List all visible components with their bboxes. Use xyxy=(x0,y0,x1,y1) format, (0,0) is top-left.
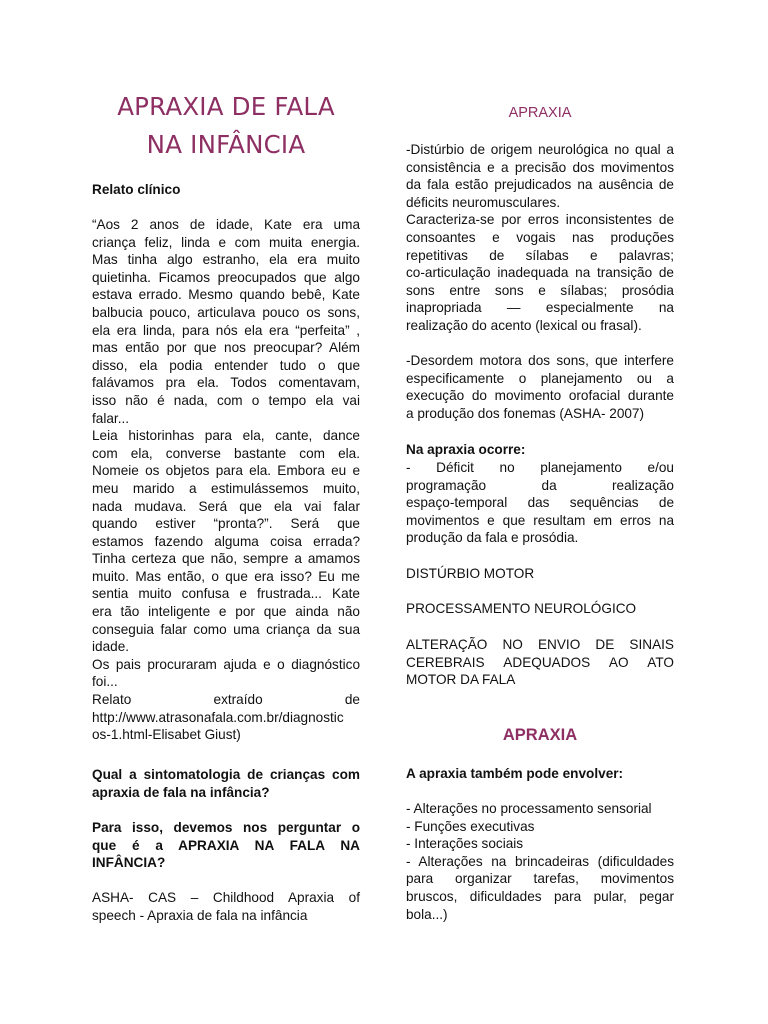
text-line: muito. Mas então, o que era isso? Eu me xyxy=(92,568,360,584)
text-line: movimentos e que resultam em erros na xyxy=(406,512,674,528)
text-line: bruscos, dificuldades para pular, pegar xyxy=(406,888,674,904)
text-line: ela era linda, para nós ela era “perfeita” , xyxy=(92,322,360,338)
disturbio-motor: DISTÚRBIO MOTOR xyxy=(406,566,535,581)
text-line: - Déficit no planejamento e/ou xyxy=(406,460,674,475)
text-line: programação da realização xyxy=(406,477,674,493)
text-line: idade. xyxy=(92,639,130,655)
na-apraxia-ocorre-heading: Na apraxia ocorre: xyxy=(406,442,526,457)
text-line: Os pais procuraram ajuda e o diagnóstico xyxy=(92,656,360,672)
text-line: Nomeie os objetos para ela. Embora eu e xyxy=(92,463,360,479)
asha-cas-definition xyxy=(92,889,360,924)
text-line: Qual a sintomatologia de crianças com xyxy=(92,767,360,782)
text-line: a produção dos fonemas (ASHA- 2007) xyxy=(406,405,645,421)
apraxia-definition-2 xyxy=(406,352,674,422)
text-line: nada mudava. Será que ela vai falar xyxy=(92,498,360,514)
text-line: conseguia falar como uma criança da sua xyxy=(92,621,360,637)
page-title xyxy=(92,88,360,164)
text-line: MOTOR DA FALA xyxy=(406,672,516,688)
text-line: apraxia de fala na infância? xyxy=(92,784,270,800)
text-line: http://www.atrasonafala.com.br/diagnostic xyxy=(92,709,344,725)
text-line: ASHA- CAS – Childhood Apraxia of xyxy=(92,890,360,905)
text-line: -Distúrbio de origem neurológica no qual a xyxy=(406,142,674,157)
text-line: espaço-temporal das sequências de xyxy=(406,495,674,511)
text-line: disso, ela podia entender tudo o que xyxy=(92,357,360,373)
text-line: que é a APRAXIA NA FALA NA xyxy=(92,837,360,853)
text-line: consistência e a precisão dos movimentos xyxy=(406,159,674,175)
apraxia-heading-2: APRAXIA xyxy=(502,726,578,744)
alteracao-envio-sinais xyxy=(406,636,674,689)
text-line: Leia historinhas para ela, cante, dance xyxy=(92,428,360,444)
text-line: especificamente o planejamento ou a xyxy=(406,370,674,386)
text-line: CEREBRAIS ADEQUADOS AO ATO xyxy=(406,654,674,670)
text-line: realização do acento (lexical ou frasal). xyxy=(406,317,642,333)
text-line: Caracteriza-se por erros inconsistentes de xyxy=(406,212,674,228)
text-line: quando estiver “pronta?”. Será que xyxy=(92,516,360,532)
text-line: speech - Apraxia de fala na infância xyxy=(92,907,308,923)
question-sintomatologia xyxy=(92,766,360,801)
text-line: Relato extraído de xyxy=(92,692,360,708)
text-line: - Funções executivas xyxy=(406,818,535,834)
text-line: Tinha certeza que não, sempre a amamos xyxy=(92,551,360,567)
relato-heading: Relato clínico xyxy=(92,182,181,197)
text-line: mas então por que nos preocupar? Além xyxy=(92,340,360,356)
text-line: -Desordem motora dos sons, que interfere xyxy=(406,353,674,368)
text-line: Mas tinha algo estranho, ela era muito xyxy=(92,252,360,268)
text-line: para organizar tarefas, movimentos xyxy=(406,871,674,887)
text-line: consoantes e vogais nas produções xyxy=(406,229,674,245)
text-line: os-1.html-Elisabet Giust) xyxy=(92,727,241,743)
apraxia-envolver-heading: A apraxia também pode envolver: xyxy=(406,766,624,781)
text-line: era tão inteligente e por que ainda não xyxy=(92,604,360,620)
text-line: isso não é nada, com o tempo ela vai xyxy=(92,392,360,408)
text-line: - Alterações na brincadeiras (dificuldades xyxy=(406,853,674,869)
text-line: INFÂNCIA? xyxy=(92,855,166,871)
text-line: produção da fala e prosódia. xyxy=(406,530,579,546)
text-line: bola...) xyxy=(406,906,448,922)
text-line: quietinha. Ficamos preocupados que algo xyxy=(92,269,360,285)
processamento-neurologico: PROCESSAMENTO NEUROLÓGICO xyxy=(406,601,637,616)
text-line: sentia muito confusa e frustrada... Kate xyxy=(92,586,360,602)
title-line-1: APRAXIA DE FALA xyxy=(117,92,335,121)
na-apraxia-ocorre-list xyxy=(406,459,674,547)
apraxia-envolver-list xyxy=(406,800,674,923)
text-line: falávamos pra ela. Todos comentavam, xyxy=(92,375,360,391)
text-line: estava errado. Mesmo quando bebê, Kate xyxy=(92,287,360,303)
text-line: da fala estão prejudicados na ausência de xyxy=(406,177,674,193)
apraxia-definition-1 xyxy=(406,141,674,335)
apraxia-heading-1: APRAXIA xyxy=(508,105,572,121)
text-line: execução do movimento orofacial durante xyxy=(406,388,674,404)
text-line: ALTERAÇÃO NO ENVIO DE SINAIS xyxy=(406,637,674,652)
title-line-2: NA INFÂNCIA xyxy=(146,130,306,159)
text-line: déficits neuromusculares. xyxy=(406,194,561,210)
text-line: foi... xyxy=(92,674,118,690)
text-line: estamos fazendo alguma coisa errada? xyxy=(92,533,360,549)
text-line: sons entre sons e sílabas; prosódia xyxy=(406,282,674,298)
text-line: “Aos 2 anos de idade, Kate era uma xyxy=(92,217,360,232)
text-line: co-articulação inadequada na transição de xyxy=(406,265,674,281)
question-o-que-e-apraxia xyxy=(92,819,360,872)
text-line: Para isso, devemos nos perguntar o xyxy=(92,820,360,835)
text-line: criança feliz, linda e com muita energia. xyxy=(92,234,360,250)
text-line: balbucia pouco, articulava pouco os sons, xyxy=(92,304,360,320)
text-line: - Alterações no processamento sensorial xyxy=(406,801,652,816)
text-line: com ela, converse bastante com ela. xyxy=(92,445,360,461)
text-line: - Interações sociais xyxy=(406,836,524,852)
relato-paragraph xyxy=(92,216,360,744)
text-line: falar... xyxy=(92,410,130,426)
text-line: inapropriada — especialmente na xyxy=(406,300,674,316)
text-line: meu marido a estimulássemos muito, xyxy=(92,480,360,496)
text-line: repetitivas de sílabas e palavras; xyxy=(406,247,674,263)
